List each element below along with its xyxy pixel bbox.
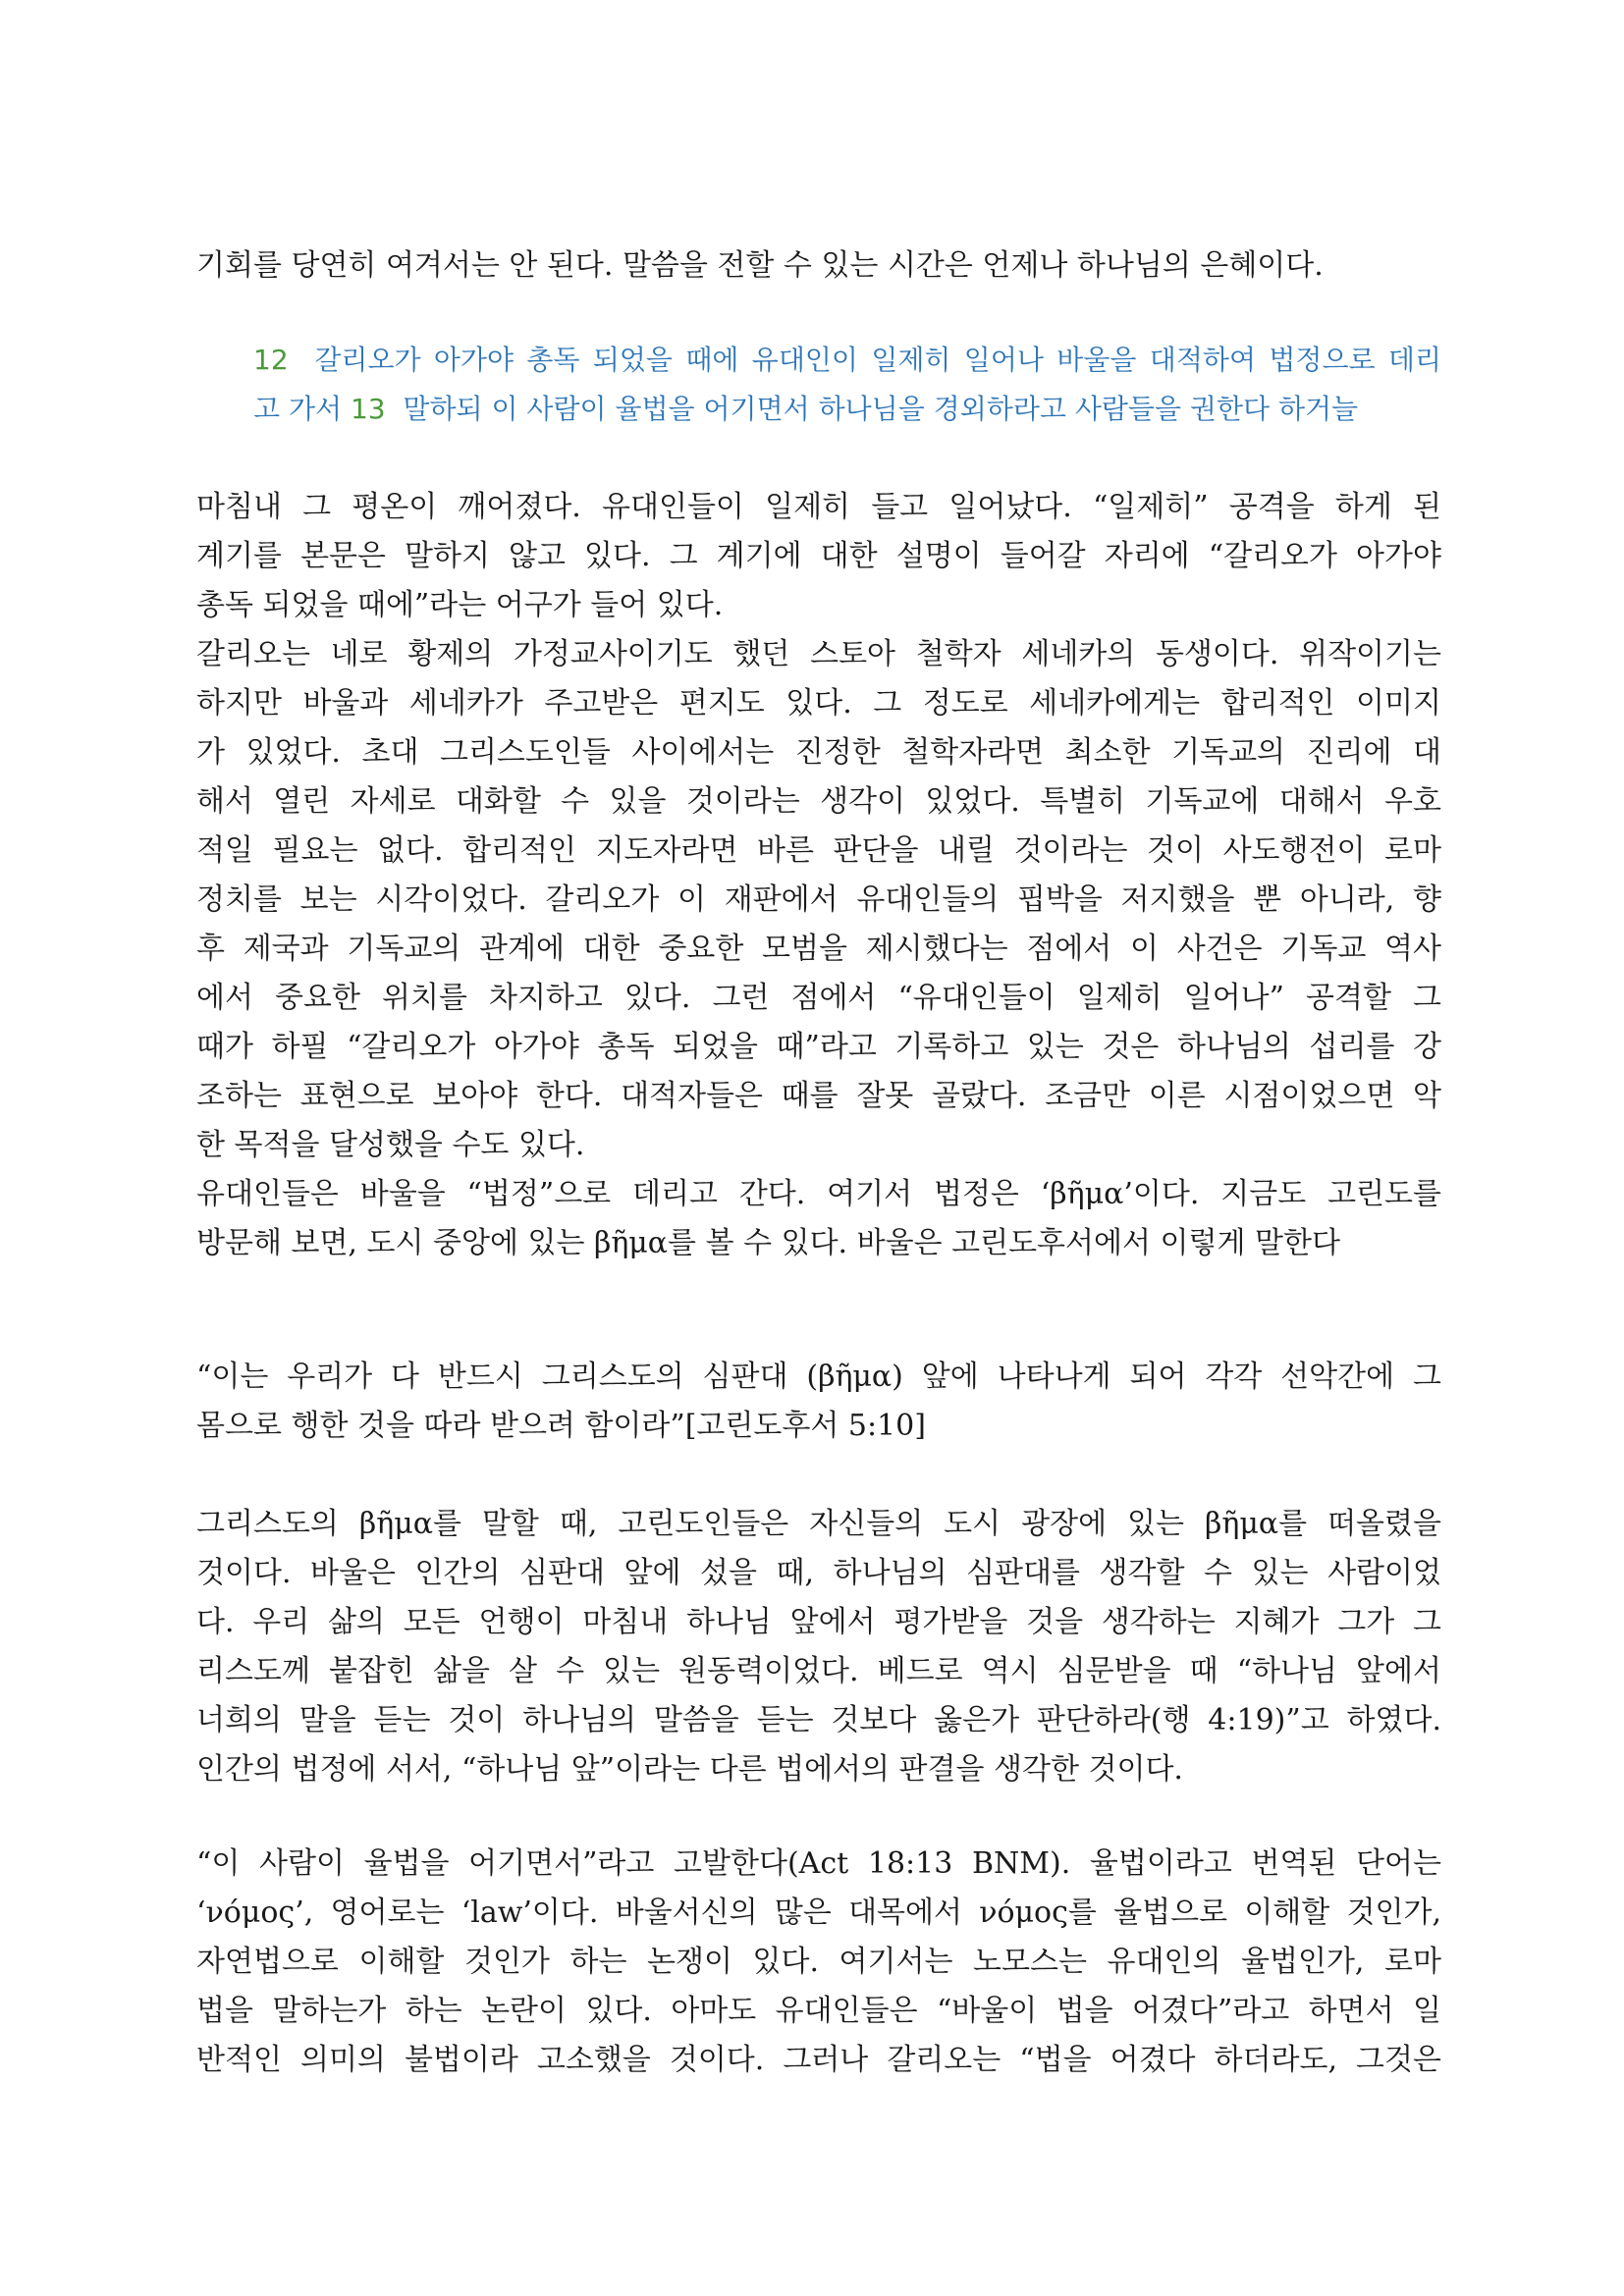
text-line: 계기를 본문은 말하지 않고 있다. 그 계기에 대한 설명이 들어갈 자리에 “갈리오가 아가야 [196, 539, 1441, 573]
paragraph-bema [196, 1500, 1441, 1794]
text-line: 조하는 표현으로 보아야 한다. 대적자들은 때를 잘못 골랐다. 조금만 이른 시점이었으면 악 [196, 1079, 1441, 1113]
verse-line [253, 385, 1441, 434]
text-line: 그리스도의 βῆμα를 말할 때, 고린도인들은 자신들의 도시 광장에 있는 βῆμα를 떠올렸을 [196, 1507, 1441, 1541]
text-line: 몸으로 행한 것을 따라 받으려 함이라”[고린도후서 5:10] [196, 1409, 926, 1443]
text-line: 한 목적을 달성했을 수도 있다. [196, 1128, 585, 1162]
text-line: 적일 필요는 없다. 합리적인 지도자라면 바른 판단을 내릴 것이라는 것이 사도행전이 로마 [196, 833, 1441, 868]
text-line: ‘νόμος’, 영어로는 ‘law’이다. 바울서신의 많은 대목에서 νόμος를 율법으로 이해할 것인가, [196, 1896, 1441, 1930]
text-line: 기회를 당연히 여겨서는 안 된다. 말씀을 전할 수 있는 시간은 언제나 하나님의 은혜이다. [196, 248, 1324, 283]
text-line: 것이다. 바울은 인간의 심판대 앞에 섰을 때, 하나님의 심판대를 생각할 수 있는 사람이었 [196, 1556, 1441, 1590]
text-line: 법을 말하는가 하는 논란이 있다. 아마도 유대인들은 “바울이 법을 어겼다”라고 하면서 일 [196, 1994, 1441, 2028]
text-line: 가 있었다. 초대 그리스도인들 사이에서는 진정한 철학자라면 최소한 기독교의 진리에 대 [196, 735, 1441, 770]
verse-text: 갈리오가 아가야 총독 되었을 때에 유대인이 일제히 일어나 바울을 대적하여 법정으로 데리 [314, 344, 1441, 376]
paragraph-intro [196, 241, 1441, 291]
text-line: 마침내 그 평온이 깨어졌다. 유대인들이 일제히 들고 일어났다. “일제히” 공격을 하게 된 [196, 490, 1441, 524]
scripture-verse [253, 336, 1441, 434]
text-line: 유대인들은 바울을 “법정”으로 데리고 간다. 여기서 법정은 ‘βῆμα’이다. 지금도 고린도를 [196, 1177, 1441, 1211]
verse-number: 12 [253, 344, 289, 376]
verse-line [253, 336, 1441, 385]
text-line: 때가 하필 “갈리오가 아가야 총독 되었을 때”라고 기록하고 있는 것은 하나님의 섭리를 강 [196, 1030, 1442, 1064]
text-line: “이 사람이 율법을 어기면서”라고 고발한다(Act 18:13 BNM). 율법이라고 번역된 단어는 [196, 1846, 1441, 1881]
verse-text: 말하되 이 사람이 율법을 어기면서 하나님을 경외하라고 사람들을 권한다 하거늘 [403, 393, 1359, 425]
text-line: 정치를 보는 시각이었다. 갈리오가 이 재판에서 유대인들의 핍박을 저지했을 뿐 아니라, 향 [196, 882, 1441, 917]
text-line: 총독 되었을 때에”라는 어구가 들어 있다. [196, 588, 724, 622]
scripture-quote [196, 1353, 1441, 1451]
verse-number: 13 [350, 393, 386, 425]
paragraph-main [196, 483, 1441, 1268]
text-line: 리스도께 붙잡힌 삶을 살 수 있는 원동력이었다. 베드로 역시 심문받을 때 “하나님 앞에서 [196, 1654, 1441, 1688]
verse-text: 고 가서 [253, 393, 343, 425]
text-line: 에서 중요한 위치를 차지하고 있다. 그런 점에서 “유대인들이 일제히 일어나” 공격할 그 [196, 981, 1441, 1015]
text-line: 갈리오는 네로 황제의 가정교사이기도 했던 스토아 철학자 세네카의 동생이다. 위작이기는 [196, 637, 1441, 671]
text-line: 반적인 의미의 불법이라 고소했을 것이다. 그러나 갈리오는 “법을 어겼다 하더라도, 그것은 [196, 2043, 1441, 2077]
text-line: 후 제국과 기독교의 관계에 대한 중요한 모범을 제시했다는 점에서 이 사건은 기독교 역사 [196, 932, 1441, 966]
text-line: 해서 열린 자세로 대화할 수 있을 것이라는 생각이 있었다. 특별히 기독교에 대해서 우호 [196, 784, 1441, 819]
text-line: 하지만 바울과 세네카가 주고받은 편지도 있다. 그 정도로 세네카에게는 합리적인 이미지 [196, 686, 1441, 721]
text-line: 인간의 법정에 서서, “하나님 앞”이라는 다른 법에서의 판결을 생각한 것이다. [196, 1752, 1183, 1787]
text-line: 다. 우리 삶의 모든 언행이 마침내 하나님 앞에서 평가받을 것을 생각하는 지혜가 그가 그 [196, 1605, 1441, 1639]
text-line: 자연법으로 이해할 것인가 하는 논쟁이 있다. 여기서는 노모스는 유대인의 율법인가, 로마 [196, 1945, 1441, 1979]
text-line: “이는 우리가 다 반드시 그리스도의 심판대 (βῆμα) 앞에 나타나게 되어 각각 선악간에 그 [196, 1360, 1441, 1394]
text-line: 너희의 말을 듣는 것이 하나님의 말씀을 듣는 것보다 옳은가 판단하라(행 4:19)”고 하였다. [196, 1703, 1441, 1737]
paragraph-nomos [196, 1840, 1441, 2085]
text-line: 방문해 보면, 도시 중앙에 있는 βῆμα를 볼 수 있다. 바울은 고린도후서에서 이렇게 말한다 [196, 1226, 1340, 1260]
